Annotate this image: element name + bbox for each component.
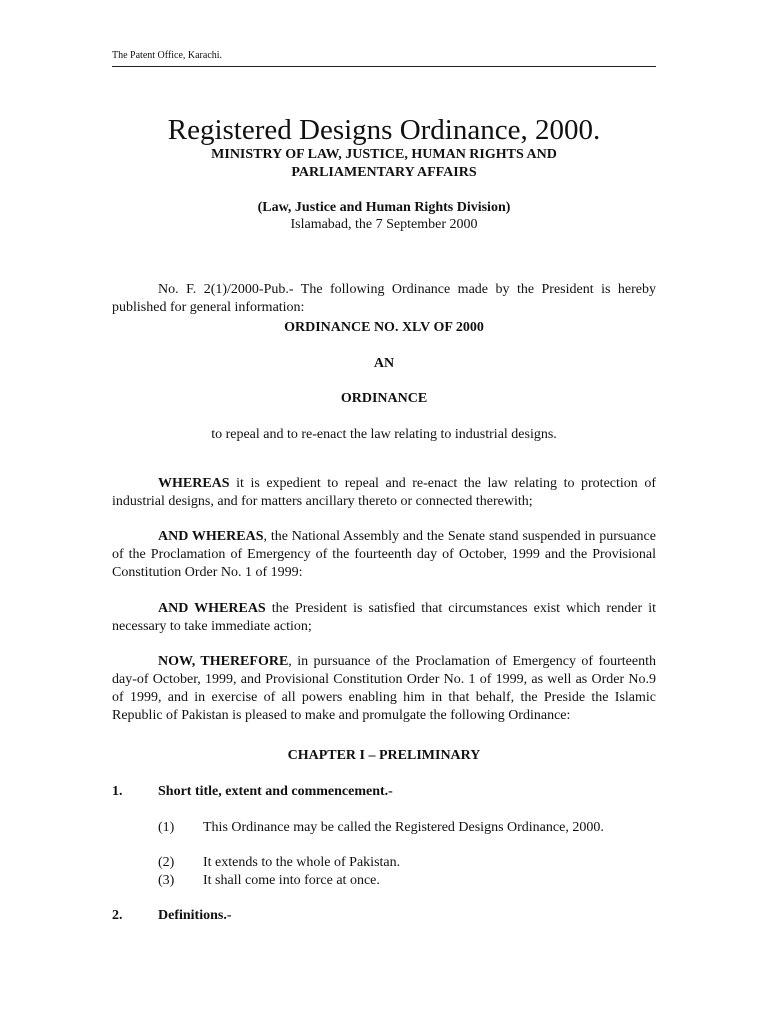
recital-lead: AND WHEREAS xyxy=(158,601,266,616)
clause-number: (2) xyxy=(158,855,175,870)
recital-and-whereas-1 xyxy=(112,528,656,582)
running-header: The Patent Office, Karachi. xyxy=(112,50,223,61)
recital-whereas xyxy=(112,475,656,511)
recital-lead: NOW, THEREFORE xyxy=(158,654,289,669)
clause-text: It extends to the whole of Pakistan. xyxy=(203,855,401,870)
chapter-heading: CHAPTER I – PRELIMINARY xyxy=(287,748,481,763)
purpose-line: to repeal and to re-enact the law relating to industrial designs. xyxy=(211,427,557,442)
an-heading: AN xyxy=(373,356,395,371)
section-1-heading: Short title, extent and commencement.- xyxy=(158,784,393,799)
division-line: (Law, Justice and Human Rights Division) xyxy=(257,200,511,215)
ordinance-number: ORDINANCE NO. XLV OF 2000 xyxy=(284,320,484,335)
section-1-number: 1. xyxy=(112,784,123,799)
clause-number: (1) xyxy=(158,820,175,835)
ministry-line-1: MINISTRY OF LAW, JUSTICE, HUMAN RIGHTS AND xyxy=(211,147,557,162)
ministry-line-2: PARLIAMENTARY AFFAIRS xyxy=(291,165,477,180)
ordinance-heading: ORDINANCE xyxy=(340,391,428,406)
recital-text: the President is satisfied that circumstances exist which render it necessary to take immediate action; xyxy=(112,601,656,634)
section-2-heading: Definitions.- xyxy=(158,908,232,923)
clause-text: This Ordinance may be called the Registered Designs Ordinance, 2000. xyxy=(203,820,604,835)
recital-lead: WHEREAS xyxy=(158,476,230,491)
recital-text: , in pursuance of the Proclamation of Emergency of fourteenth day-of October, 1999, and Provisional Constitution Order No. 1 of 1999, as well as Order No.9 of 1999, and in exercise of all powers enabling him in that behalf, the Preside the Islamic Republic of Pakistan is pleased to make and promulgate the following Ordinance: xyxy=(112,654,656,723)
section-2-number: 2. xyxy=(112,908,123,923)
recital-and-whereas-2 xyxy=(112,600,656,636)
recital-now-therefore xyxy=(112,653,656,725)
header-rule xyxy=(112,66,656,67)
clause-number: (3) xyxy=(158,873,175,888)
place-date-line: Islamabad, the 7 September 2000 xyxy=(290,217,478,232)
document-title: Registered Designs Ordinance, 2000. xyxy=(167,114,601,147)
recital-text: it is expedient to repeal and re-enact the law relating to protection of industrial designs, and for matters ancillary thereto or connected therewith; xyxy=(112,476,656,509)
notice-paragraph: No. F. 2(1)/2000-Pub.- The following Ordinance made by the President is hereby published for general information: xyxy=(112,282,656,315)
recital-lead: AND WHEREAS xyxy=(158,529,264,544)
clause-text: It shall come into force at once. xyxy=(203,873,380,888)
recital-text: , the National Assembly and the Senate stand suspended in pursuance of the Proclamation of Emergency of the fourteenth day of October, 1999 and the Provisional Constitution Order No. 1 of 1999: xyxy=(112,529,656,580)
